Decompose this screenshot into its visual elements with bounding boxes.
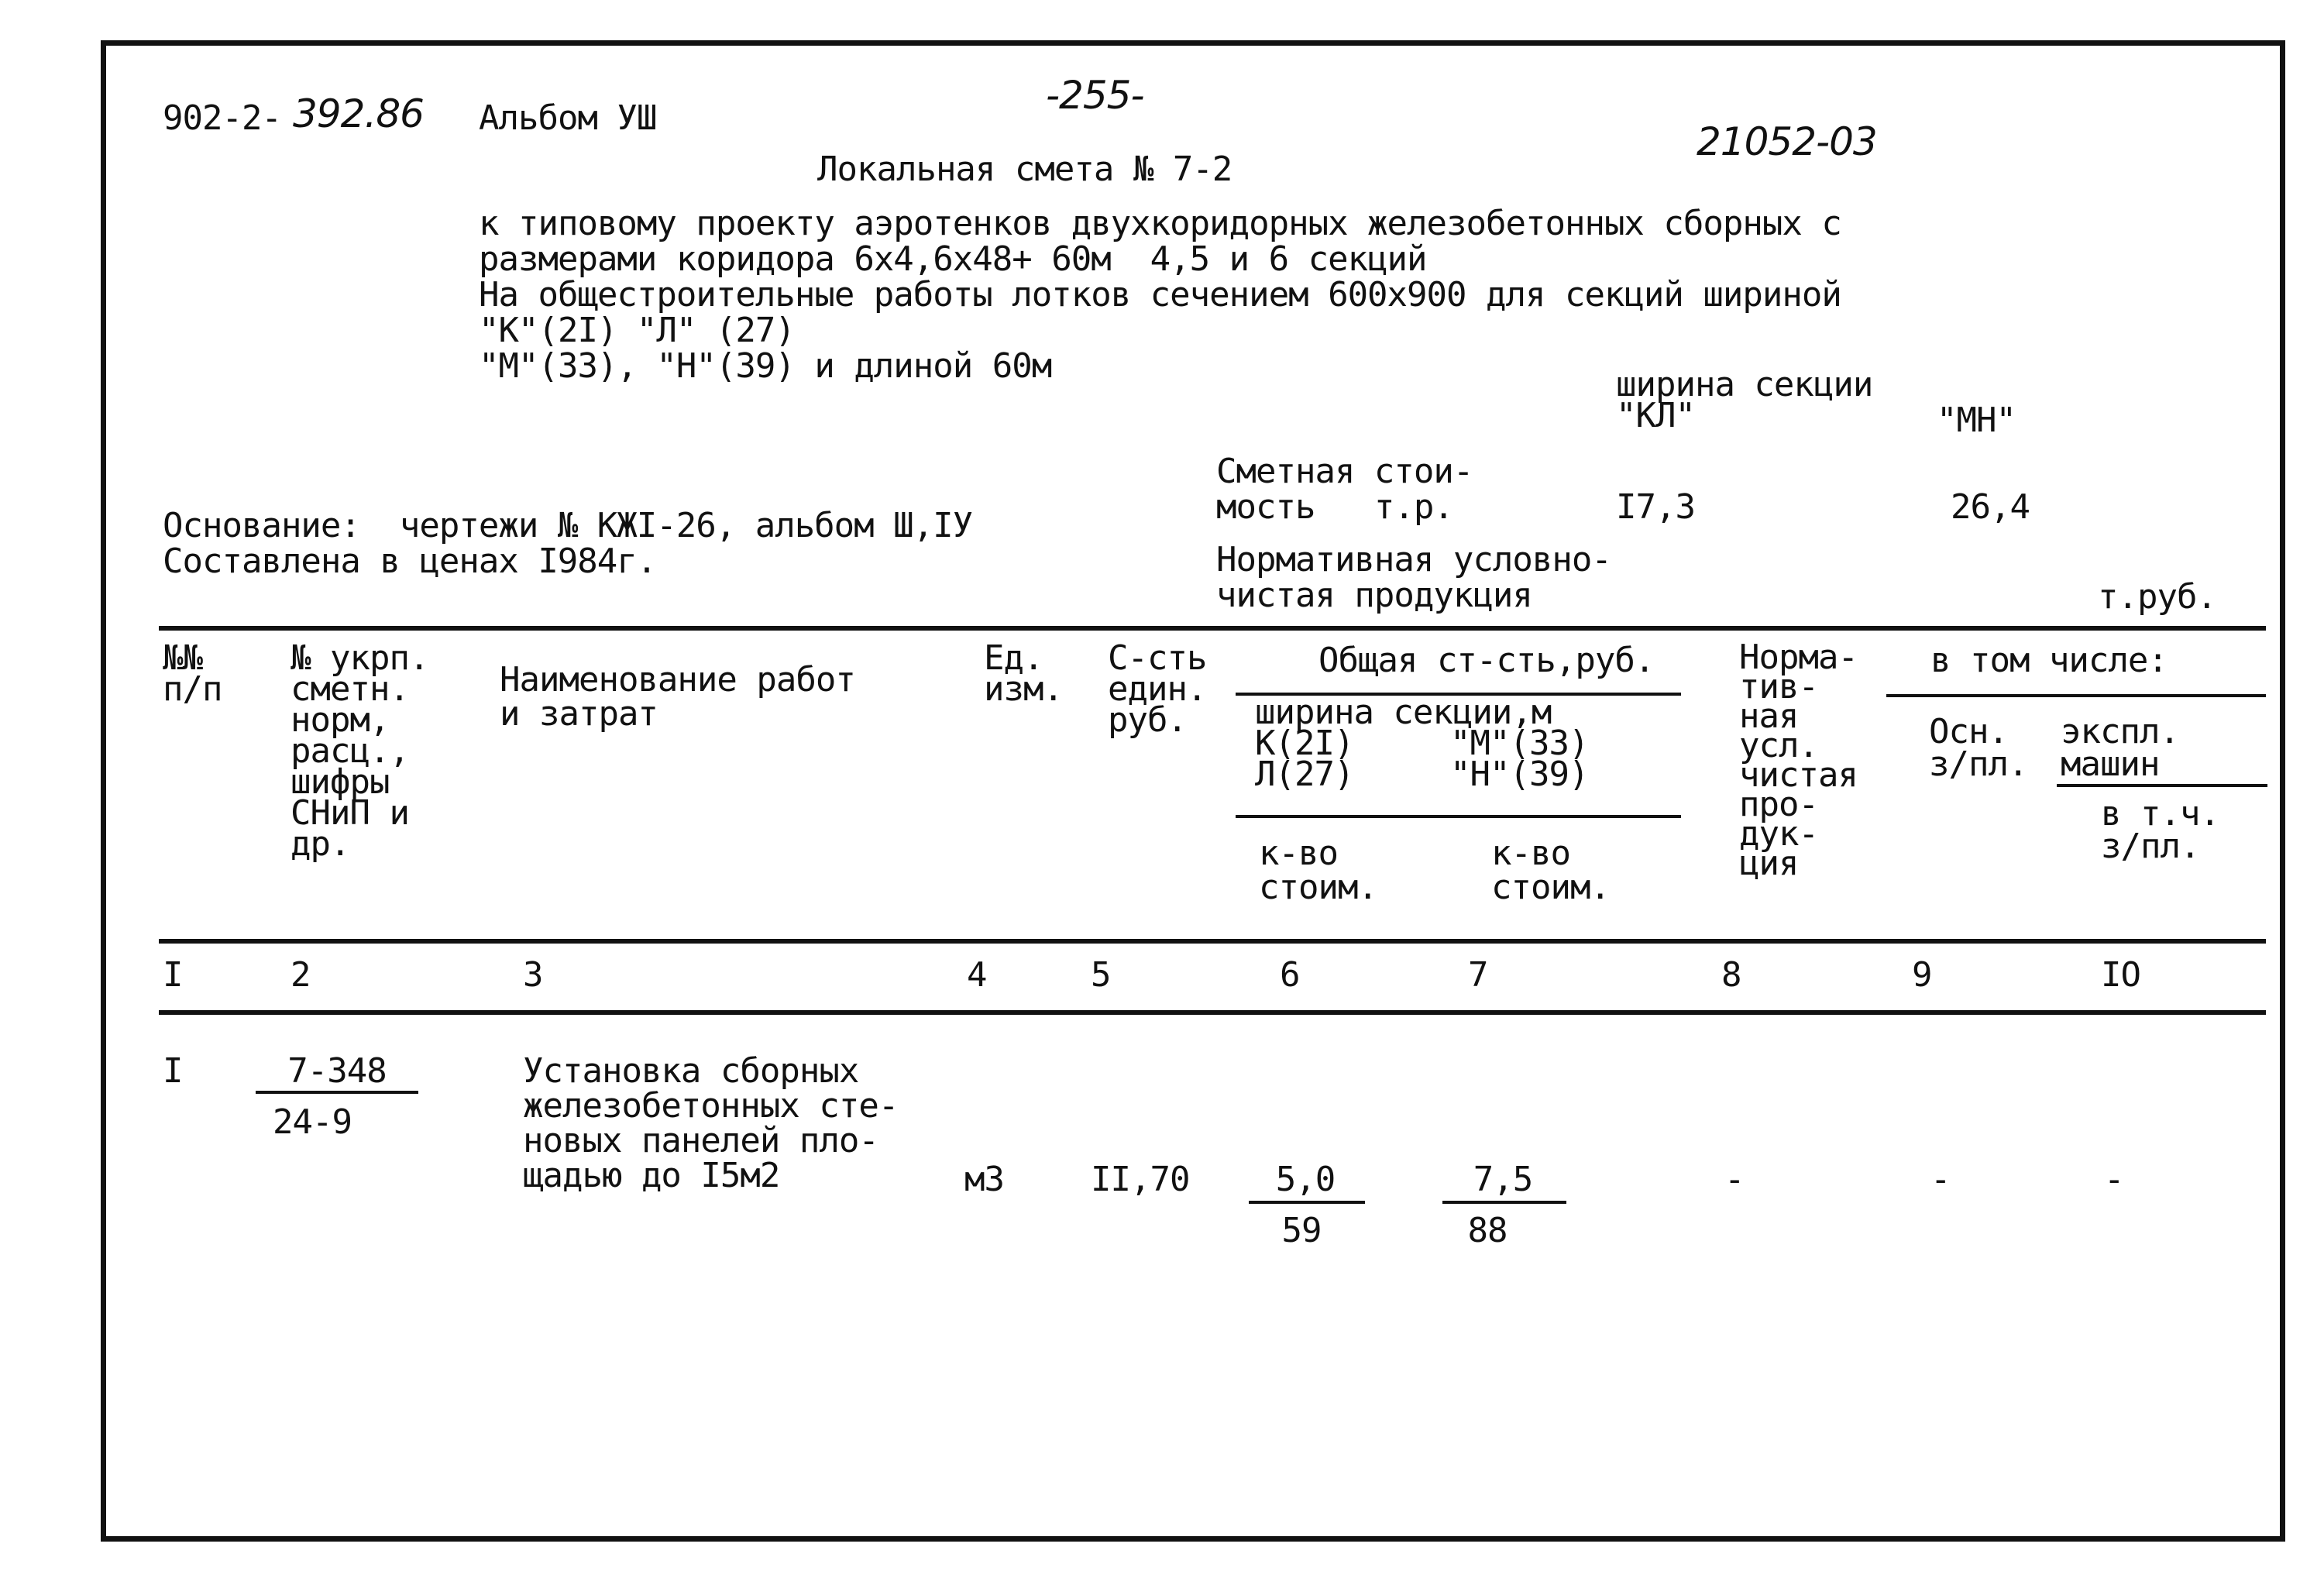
description-line: размерами коридора 6х4,6х48+ 60м 4,5 и 6 секций: [479, 239, 1427, 279]
row-normative-product: -: [1724, 1160, 1745, 1199]
column-number: 4: [967, 955, 987, 995]
col-header-machines: экспл. машин: [2061, 712, 2179, 784]
description-line: к типовому проекту аэротенков двухкоридорных железобетонных сборных с: [479, 204, 1841, 243]
currency-unit: т.руб.: [2098, 577, 2216, 617]
table-top-rule: [159, 626, 2266, 631]
col-header-qty-cost-7: к-во стоим.: [1491, 834, 1610, 907]
section-width-label: ширина секции: [1616, 365, 1873, 404]
col-header-rule: [1236, 815, 1681, 818]
col-header-rule: [2057, 784, 2267, 787]
description-line: "К"(2I) "Л" (27): [479, 311, 795, 350]
column-number: 2: [290, 955, 311, 995]
col-header-width-label: ширина секции,м: [1255, 693, 1552, 732]
row-qty-rule: [1249, 1201, 1365, 1204]
row-code-bottom: 24-9: [273, 1102, 352, 1142]
normative-product-label: чистая продукция: [1216, 576, 1532, 615]
basis-line: Основание: чертежи № КЖI-26, альбом Ш,IУ: [163, 506, 973, 545]
col-header-rule: [1886, 694, 2266, 697]
estimate-title: Локальная смета № 7-2: [817, 150, 1232, 189]
row-number: I: [163, 1051, 183, 1091]
col-header-unit-cost: С-сть един. руб.: [1108, 638, 1207, 740]
column-number: 8: [1721, 955, 1741, 995]
row-cost-kl: 59: [1281, 1211, 1322, 1250]
column-number: IO: [2101, 955, 2140, 995]
row-work-name: Установка сборных железобетонных сте- новых панелей пло- щадью до I5м2: [523, 1051, 899, 1195]
column-number: I: [163, 955, 183, 995]
row-unit: м3: [964, 1160, 1004, 1199]
col-header-including: в том числе:: [1930, 641, 2168, 680]
project-code-handwritten: 392.86: [293, 91, 424, 136]
column-number: 5: [1091, 955, 1111, 995]
col-header-base-wage: Осн. з/пл.: [1929, 712, 2028, 784]
column-number: 9: [1912, 955, 1932, 995]
normative-product-label: Нормативная условно-: [1216, 540, 1611, 579]
column-number: 6: [1280, 955, 1300, 995]
estimated-cost-label: мость т.р.: [1216, 487, 1453, 527]
col-header-num: №№ п/п: [163, 638, 222, 709]
estimated-cost-mn: 26,4: [1951, 487, 2030, 527]
section-kl-label: "КЛ": [1616, 396, 1695, 435]
row-unit-cost: II,70: [1091, 1160, 1190, 1199]
prices-year-line: Составлена в ценах I984г.: [163, 541, 657, 581]
row-cost-mn: 88: [1467, 1211, 1508, 1250]
estimated-cost-label: Сметная стои-: [1216, 452, 1473, 491]
table-header-rule: [159, 939, 2266, 944]
col-header-unit: Ед. изм.: [984, 638, 1063, 709]
section-mn-label: "МН": [1937, 401, 2016, 440]
row-code-top: 7-348: [287, 1051, 387, 1091]
row-machines: -: [2104, 1160, 2124, 1199]
column-number: 3: [523, 955, 543, 995]
estimated-cost-kl: I7,3: [1616, 487, 1695, 527]
col-header-code: № укрп. сметн. норм, расц., шифры СНиП и др.: [290, 638, 429, 864]
stamp-number: 21052-03: [1697, 119, 1877, 164]
col-header-machines-wage: в т.ч. з/пл.: [2101, 794, 2219, 866]
col-header-mn-widths: "М"(33) "Н"(39): [1450, 724, 1589, 794]
page-number: -255-: [1046, 73, 1144, 118]
row-qty-kl: 5,0: [1275, 1160, 1336, 1199]
col-header-name: Наименование работ и затрат: [500, 660, 855, 734]
project-code: 902-2-: [163, 98, 281, 138]
row-base-wage: -: [1930, 1160, 1951, 1199]
table-numbers-rule: [159, 1010, 2266, 1015]
col-header-normative: Норма- тив- ная усл. чистая про- дук- ция: [1739, 638, 1858, 883]
row-qty-rule: [1442, 1201, 1566, 1204]
album-label: Альбом УШ: [479, 98, 657, 138]
row-code-rule: [256, 1091, 418, 1094]
description-line: "М"(33), "Н"(39) и длиной 60м: [479, 346, 1052, 386]
col-header-kl-widths: К(2I) Л(27): [1255, 724, 1354, 794]
row-qty-mn: 7,5: [1473, 1160, 1533, 1199]
description-line: На общестроительные работы лотков сечением 600х900 для секций шириной: [479, 275, 1841, 315]
column-number: 7: [1468, 955, 1488, 995]
col-header-total-cost: Общая ст-сть,руб.: [1318, 641, 1655, 680]
col-header-qty-cost-6: к-во стоим.: [1259, 834, 1377, 907]
